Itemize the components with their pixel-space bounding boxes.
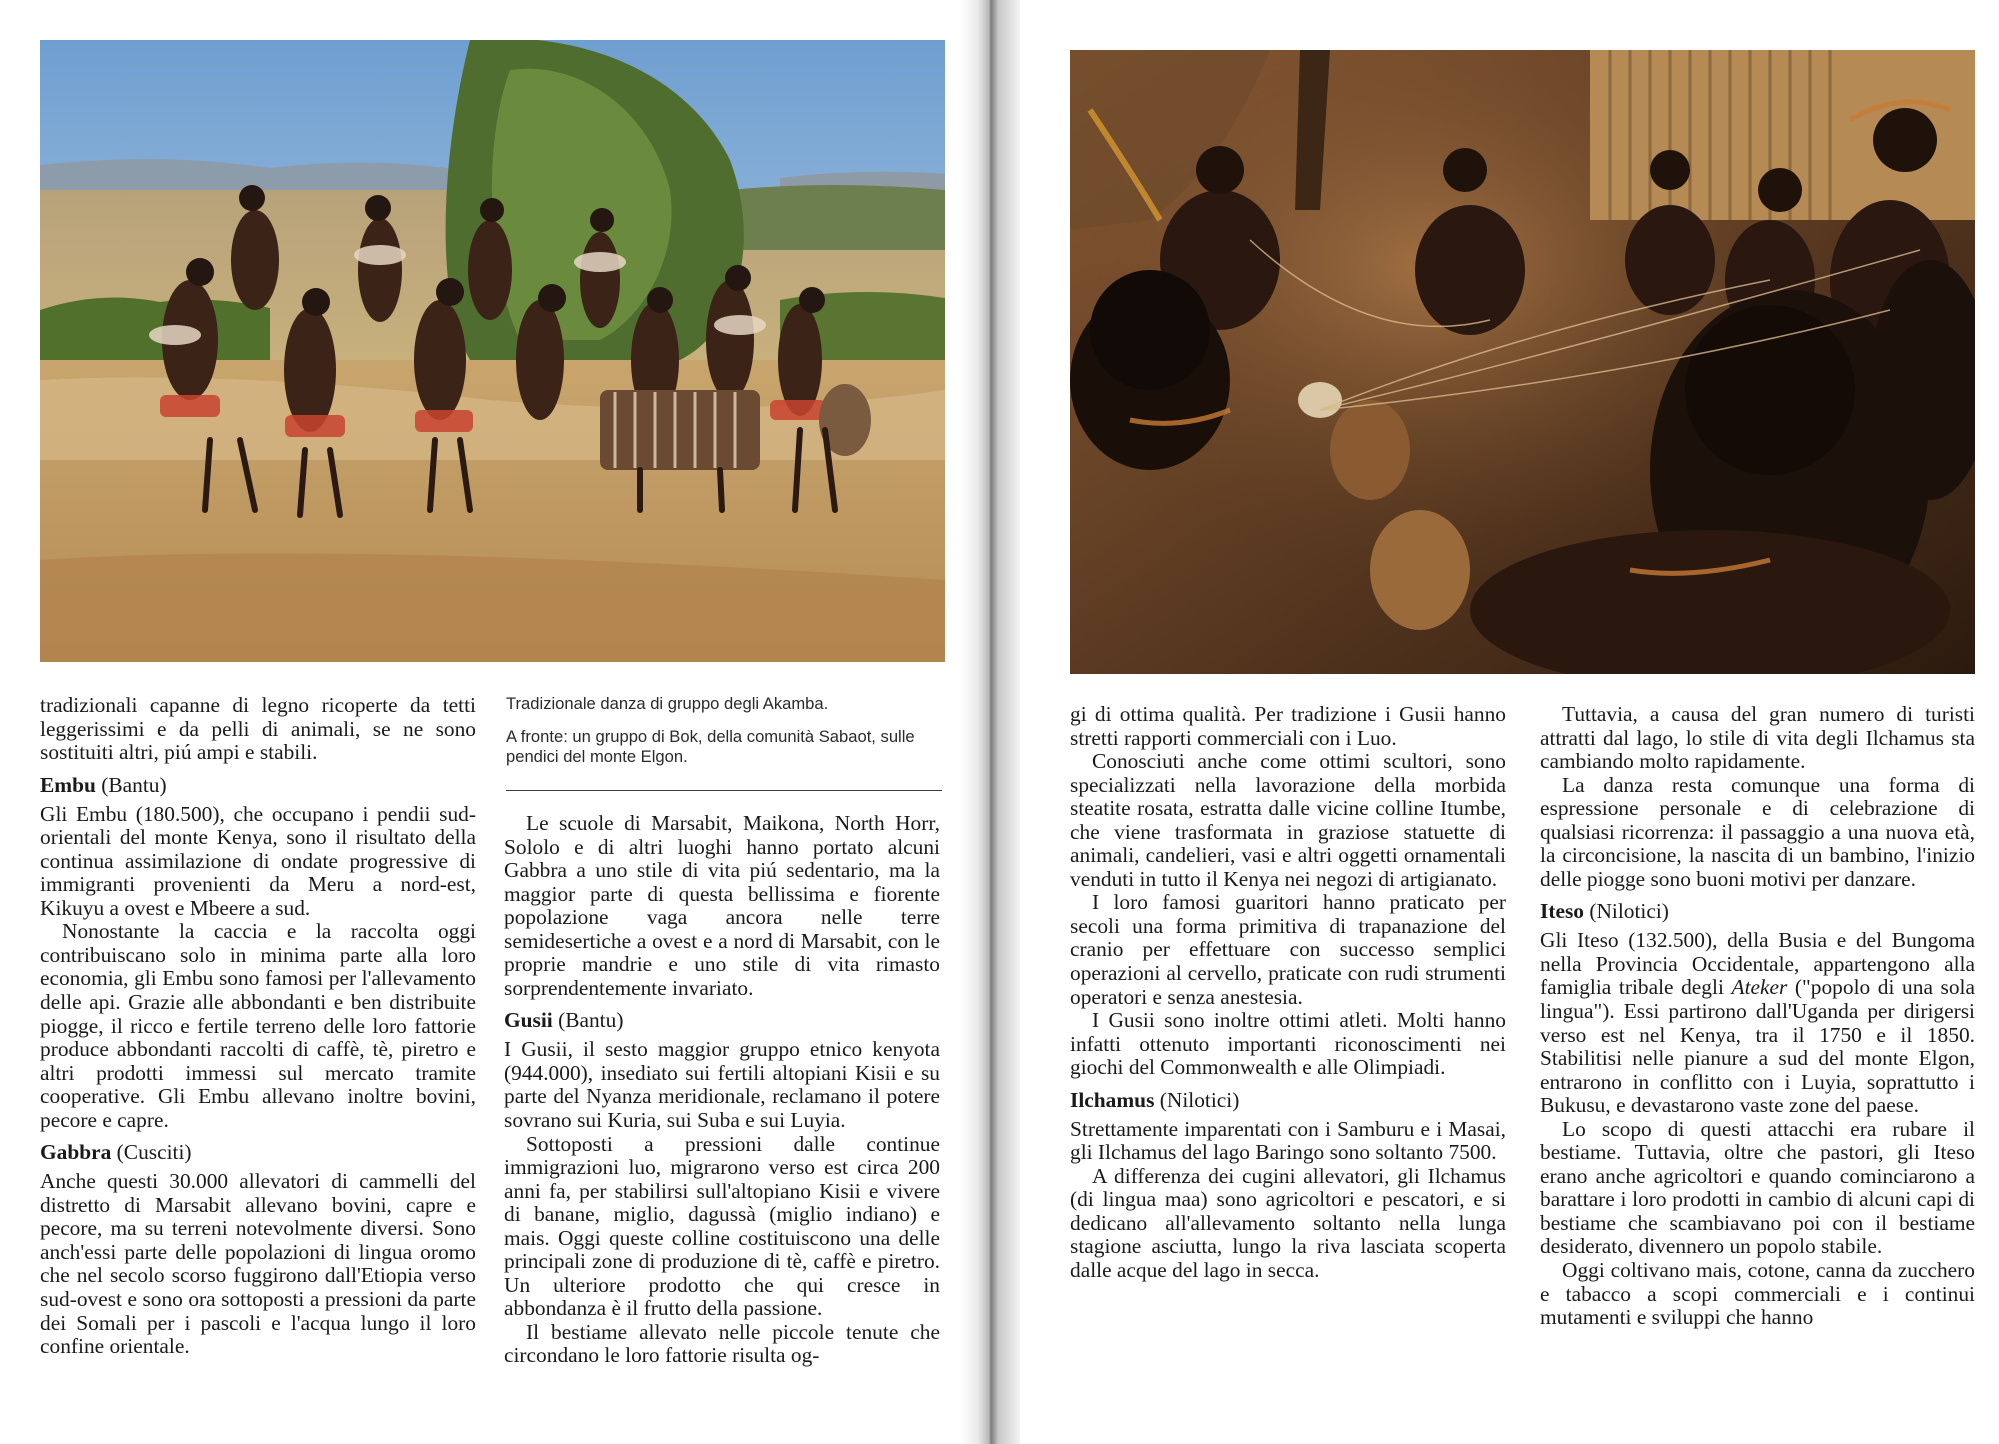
text-column-1 (40, 694, 476, 1359)
caption-akamba: Tradizionale danza di gruppo degli Akamba. (506, 694, 829, 713)
heading-gabbra-group: (Cusciti) (111, 1140, 192, 1165)
caption-bok: A fronte: un gruppo di Bok, della comunità Sabaot, sulle pendici del monte Elgon. (506, 727, 915, 766)
gabbra-paragraph-1: Anche questi 30.000 allevatori di cammelli del distretto di Marsabit allevano bovini, capre e pecore, ma su terreni notevolmente diversi. Sono anch'essi parte delle popolazioni di lingua oromo che nel secolo scorso fuggirono dall'Etiopia verso sud-ovest e sono ora sottoposti a pressioni da parte dei Somali per i pascoli e l'acqua lungo il loro confine orientale. (40, 1169, 476, 1359)
iteso-paragraph-2: Lo scopo di questi attacchi era rubare il bestiame. Tuttavia, oltre che pastori, gli Iteso erano anche agricoltori e quando cominciarono a barattare i loro prodotti in cambio di alcuni capi di bestiame che scambiavano poi con il bestiame desiderato, divennero un popolo stabile. (1540, 1116, 1975, 1259)
gusii-continuation: gi di ottima qualità. Per tradizione i Gusii hanno stretti rapporti commerciali con i Luo. (1070, 702, 1506, 750)
ilchamus-paragraph-1: Strettamente imparentati con i Samburu e i Masai, gli Ilchamus del lago Baringo sono soltanto 7500. (1070, 1116, 1506, 1165)
iteso-paragraph-1-b: ("popolo di una sola lingua"). Essi partirono dall'Uganda per dirigersi verso est nel Kenya, tra il 1750 e il 1850. Stabilitisi nelle pianure a sud del monte Elgon, entrarono in conflitto con i Luyia, soprattutto i Bukusu, e devastarono vaste zone del paese. (1540, 975, 1975, 1118)
heading-iteso-name: Iteso (1540, 899, 1584, 924)
heading-gusii (504, 1008, 940, 1032)
gusii-paragraph-2: Sottoposti a pressioni dalle continue immigrazioni luo, migrarono verso est circa 200 anni fa, per stabilirsi sull'altopiano Kisii e vivere di banane, miglio, dagussà (miglio indiano) e mais. Oggi queste colline costituiscono una delle principali zone di produzione di tè, caffè e piretro. Un ulteriore prodotto che qui cresce in abbondanza è il frutto della passione. (504, 1131, 940, 1321)
ilchamus-paragraph-2: A differenza dei cugini allevatori, gli Ilchamus (di lingua maa) sono agricoltori e pescatori, e si dedicano all'allevamento soltanto nella lunga stagione asciutta, lungo la riva lasciata scoperta dalle acque del lago in secca. (1070, 1163, 1506, 1283)
text-column-3 (1070, 703, 1506, 1283)
iteso-ateker-term: Ateker (1731, 975, 1788, 1000)
gusii-paragraph-1: I Gusii, il sesto maggior gruppo etnico kenyota (944.000), insediato sui fertili altopiani Kisii e su parte del Nyanza meridionale, reclamano il potere sovrano sui Kuria, sui Suba e sui Luyia. (504, 1037, 940, 1133)
ilchamus-paragraph-3: Tuttavia, a causa del gran numero di turisti attratti dal lago, lo stile di vita degli Ilchamus sta cambiando molto rapidamente. (1540, 702, 1975, 774)
heading-ilchamus (1070, 1088, 1506, 1112)
embu-paragraph-1: Gli Embu (180.500), che occupano i pendii sud-orientali del monte Kenya, sono il risultato della continua assimilazione di ondate progressive di immigranti provenienti da Meru a nord-est, Kikuyu a ovest e Mbeere a sud. (40, 801, 476, 920)
book-gutter (960, 0, 1020, 1444)
embu-paragraph-2: Nonostante la caccia e la raccolta oggi contribuiscano solo in minima parte alla loro economia, gli Embu sono famosi per l'allevamento delle api. Grazie alle abbondanti e ben distribuite piogge, il ricco e fertile terreno delle loro fattorie produce abbondanti raccolti di caffè, tè, piretro e altri prodotti immessi sul mercato tramite cooperative. Gli Embu allevano inoltre bovini, pecore e capre. (40, 919, 476, 1132)
heading-iteso (1540, 899, 1975, 923)
gusii-paragraph-6: I Gusii sono inoltre ottimi atleti. Molti hanno infatti ottenuto importanti riconoscimenti nei giochi del Commonwealth e alle Olimpiadi. (1070, 1008, 1506, 1080)
heading-embu-group: (Bantu) (95, 772, 167, 797)
caption-rule (506, 790, 942, 791)
bok-group-photo (1070, 50, 1975, 674)
heading-embu (40, 773, 476, 797)
photo-captions (506, 694, 938, 767)
intro-paragraph: tradizionali capanne di legno ricoperte da tetti leggerissimi e da pelli di animali, se ne sono sostituiti altri, piú ampi e stabili. (40, 693, 476, 765)
iteso-paragraph-1 (1540, 929, 1975, 1117)
iteso-paragraph-3: Oggi coltivano mais, cotone, canna da zucchero e tabacco a scopi commerciali e i continui mutamenti e sviluppi che hanno (1540, 1258, 1975, 1330)
heading-gusii-group: (Bantu) (552, 1008, 624, 1033)
heading-gabbra-name: Gabbra (40, 1140, 112, 1165)
iteso-paragraph-1-a: Gli Iteso (132.500), della Busia e del Bungoma nella Provincia Occidentale, appartengono alla famiglia tribale degli (1540, 928, 1975, 1000)
heading-ilchamus-name: Ilchamus (1070, 1087, 1155, 1112)
gabbra-paragraph-2: Le scuole di Marsabit, Maikona, North Horr, Sololo e di altri luoghi hanno portato alcuni Gabbra a uno stile di vita piú sedentario, ma la maggior parte di questa bellissima e fiorente popolazione vaga ancora nelle terre semidesertiche a ovest e a nord di Marsabit, con le proprie mandrie e uno stile di vita rimasto sorprendentemente invariato. (504, 811, 940, 1000)
gusii-paragraph-5: I loro famosi guaritori hanno praticato per secoli una forma primitiva di trapanazione del cranio per effettuare con successo semplici operazioni al cervello, praticate con rudi strumenti operatori e senza anestesia. (1070, 890, 1506, 1009)
ilchamus-paragraph-4: La danza resta comunque una forma di espressione personale e di celebrazione di qualsiasi ricorrenza: il passaggio a una nuova età, la circoncisione, la nascita di un bambino, l'inizio delle piogge sono buoni motivi per danzare. (1540, 772, 1975, 891)
text-column-2 (504, 812, 940, 1368)
heading-embu-name: Embu (40, 772, 96, 797)
text-column-4 (1540, 703, 1975, 1330)
heading-ilchamus-group: (Nilotici) (1154, 1087, 1240, 1112)
gusii-paragraph-4: Conosciuti anche come ottimi scultori, sono specializzati nella lavorazione della morbida steatite rosata, estratta dalle vicine colline Itumbe, che viene trasformata in graziose statuette di animali, candelieri, vasi e altri oggetti ornamentali venduti in tutto il Kenya nei negozi di artigianato. (1070, 749, 1506, 891)
heading-gabbra (40, 1140, 476, 1164)
heading-gusii-name: Gusii (504, 1008, 553, 1033)
akamba-dance-photo (40, 40, 945, 662)
heading-iteso-group: (Nilotici) (1583, 899, 1669, 924)
gusii-paragraph-3: Il bestiame allevato nelle piccole tenute che circondano le loro fattorie risulta og- (504, 1319, 940, 1368)
